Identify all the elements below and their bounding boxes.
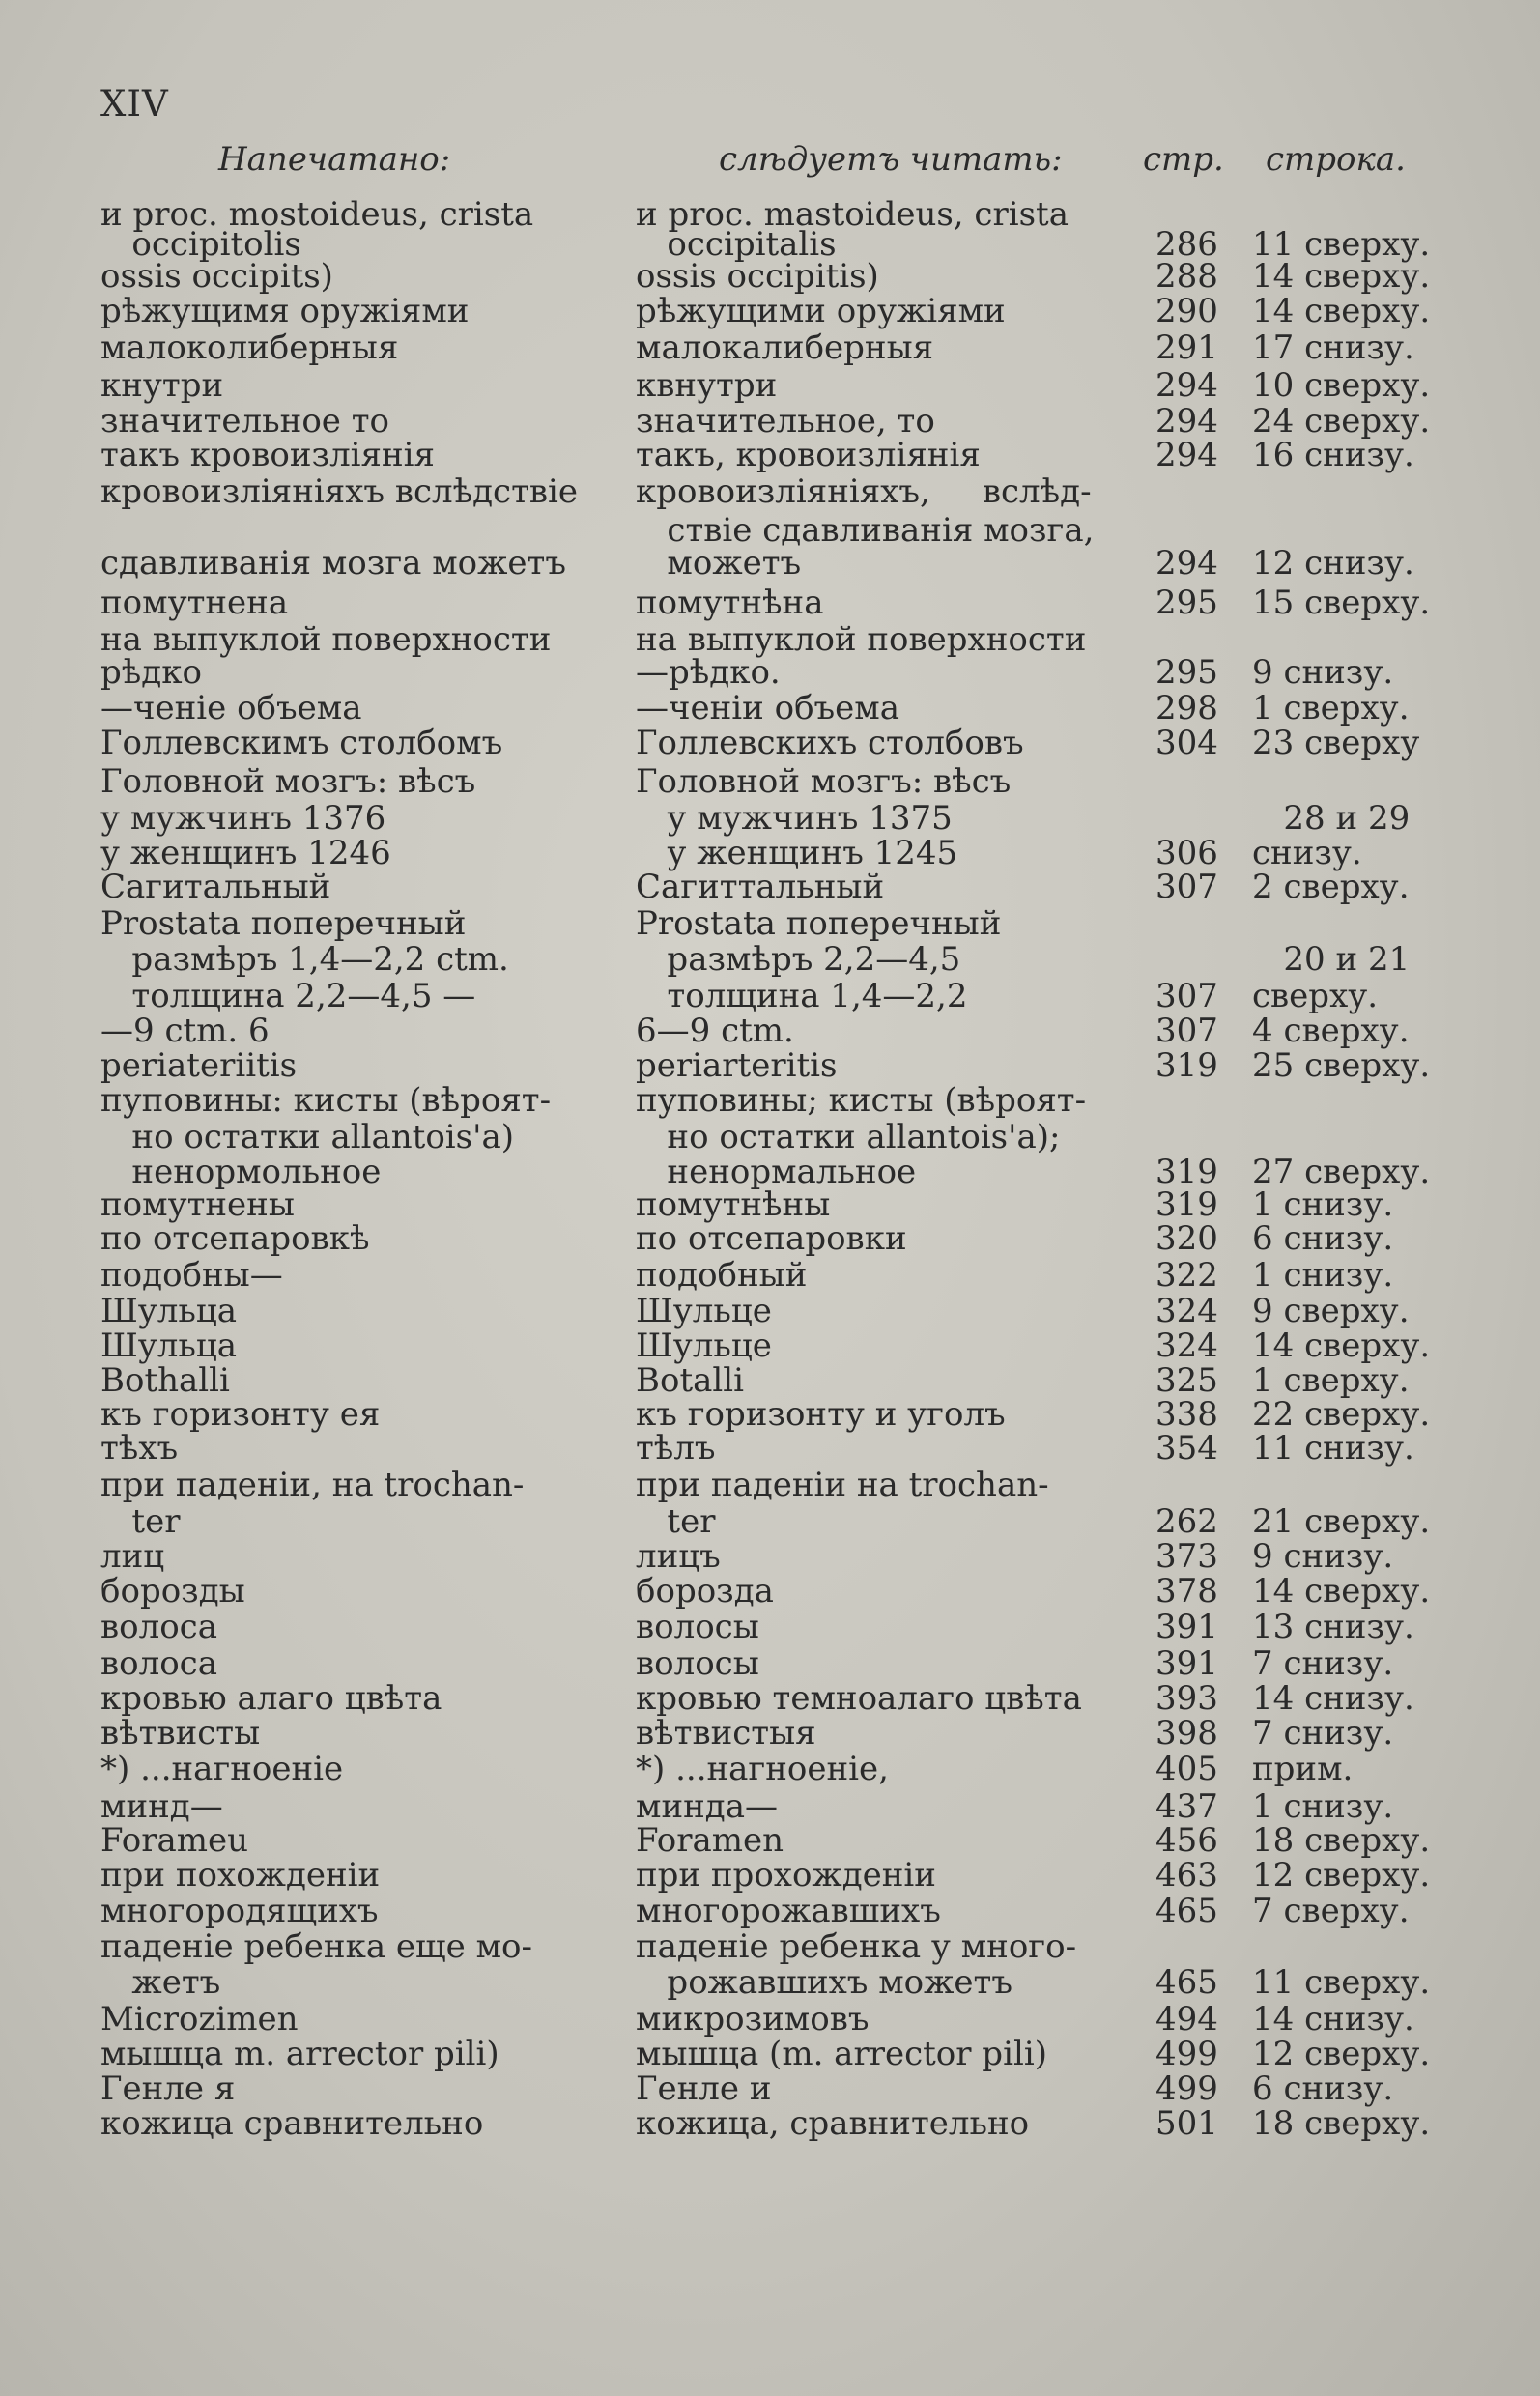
errata-printed: жетъ (100, 1963, 221, 2002)
errata-page: 295 (1155, 584, 1218, 622)
errata-correct: Сагиттальный (636, 868, 885, 906)
errata-row (0, 366, 1540, 405)
errata-line: 7 сверху. (1252, 1892, 1410, 1930)
errata-correct: при прохожденіи (636, 1856, 936, 1895)
errata-row (0, 2069, 1540, 2108)
errata-row (0, 1185, 1540, 1224)
errata-printed: *) ...нагноеніе (100, 1750, 344, 1788)
errata-row (0, 724, 1540, 762)
errata-row (0, 1326, 1540, 1365)
errata-page: 398 (1155, 1714, 1218, 1753)
errata-row (0, 1572, 1540, 1611)
header-line: строка. (1266, 140, 1406, 179)
errata-correct: пуповины; кисты (вѣроят- (636, 1081, 1087, 1120)
errata-row (0, 292, 1540, 328)
errata-line: 18 сверху. (1252, 1821, 1431, 1860)
errata-correct: —рѣдко. (636, 653, 781, 692)
errata-printed: сдавливанія мозга можетъ (100, 544, 566, 583)
errata-page: 291 (1155, 328, 1218, 367)
errata-page: 295 (1155, 653, 1218, 692)
errata-row (0, 689, 1540, 727)
errata-correct: ствіе сдавливанія мозга, (636, 511, 1095, 550)
errata-line: 20 и 21 (1252, 940, 1411, 979)
errata-page: 378 (1155, 1572, 1218, 1611)
errata-correct: волосы (636, 1608, 759, 1646)
errata-row (0, 1361, 1540, 1400)
errata-row (0, 799, 1540, 838)
errata-page: 319 (1155, 1046, 1218, 1085)
errata-row (0, 1750, 1540, 1787)
errata-correct: Головной мозгъ: вѣсъ (636, 762, 1012, 801)
errata-correct: такъ, кровоизліянія (636, 436, 981, 474)
errata-line: 13 снизу. (1252, 1608, 1414, 1646)
errata-line: 22 сверху. (1252, 1395, 1431, 1434)
errata-page: 294 (1155, 402, 1218, 441)
errata-page: 324 (1155, 1292, 1218, 1330)
errata-printed: и proc. mostoideus, crista (100, 195, 534, 234)
errata-line: 17 снизу. (1252, 328, 1414, 367)
errata-printed: periateriitis (100, 1046, 298, 1085)
errata-page: 307 (1155, 1012, 1218, 1050)
errata-line: 12 снизу. (1252, 544, 1414, 583)
errata-row (0, 762, 1540, 799)
errata-row (0, 1046, 1540, 1085)
errata-line: 14 сверху. (1252, 1326, 1431, 1365)
errata-correct: по отсепаровки (636, 1219, 907, 1258)
errata-row (0, 1787, 1540, 1826)
errata-correct: подобный (636, 1256, 808, 1295)
errata-page: 288 (1155, 257, 1218, 296)
errata-correct: можетъ (636, 544, 802, 583)
errata-printed: occipitolis (100, 225, 301, 264)
errata-row (0, 2035, 1540, 2073)
errata-row (0, 1963, 1540, 2000)
errata-row (0, 257, 1540, 296)
errata-correct: помутнѣна (636, 584, 824, 622)
errata-line: 9 сверху. (1252, 1292, 1410, 1330)
errata-printed: кнутри (100, 366, 224, 405)
errata-line: 14 сверху. (1252, 257, 1431, 296)
errata-correct: борозда (636, 1572, 774, 1611)
errata-correct: и proc. mastoideus, crista (636, 195, 1069, 234)
errata-printed: Генле я (100, 2069, 236, 2108)
errata-page: 290 (1155, 292, 1218, 330)
errata-printed: ossis occipits) (100, 257, 333, 296)
errata-page: 405 (1155, 1750, 1218, 1788)
errata-correct: размѣръ 2,2—4,5 (636, 940, 961, 979)
errata-correct: Foramen (636, 1821, 784, 1860)
errata-correct: волосы (636, 1644, 759, 1683)
errata-page: 294 (1155, 436, 1218, 474)
errata-row (0, 1256, 1540, 1295)
errata-line: 16 снизу. (1252, 436, 1414, 474)
errata-line: 11 сверху. (1252, 1963, 1431, 2002)
errata-printed: размѣръ 1,4—2,2 ctm. (100, 940, 509, 979)
errata-page: 324 (1155, 1326, 1218, 1365)
errata-row (0, 436, 1540, 472)
errata-row (0, 195, 1540, 234)
errata-printed: у женщинъ 1246 (100, 834, 391, 872)
errata-printed: рѣдко (100, 653, 202, 692)
errata-line: 7 снизу. (1252, 1714, 1394, 1753)
errata-printed: волоса (100, 1608, 217, 1646)
errata-line: 1 снизу. (1252, 1787, 1394, 1826)
errata-printed: вѣтвисты (100, 1714, 261, 1753)
errata-page: 465 (1155, 1892, 1218, 1930)
errata-row (0, 1927, 1540, 1966)
errata-printed: борозды (100, 1572, 245, 1611)
errata-line: 7 снизу. (1252, 1644, 1394, 1683)
errata-printed: Голлевскимъ столбомъ (100, 724, 503, 762)
errata-correct: лицъ (636, 1537, 721, 1576)
errata-line: 23 сверху (1252, 724, 1420, 762)
errata-row (0, 1081, 1540, 1118)
errata-row (0, 584, 1540, 620)
errata-printed: минд— (100, 1787, 223, 1826)
errata-page: 391 (1155, 1608, 1218, 1646)
errata-printed: малоколиберныя (100, 328, 399, 367)
errata-correct: квнутри (636, 366, 778, 405)
errata-printed: но остатки allantois'a) (100, 1118, 515, 1156)
errata-page: 463 (1155, 1856, 1218, 1895)
errata-printed: —ченіе объема (100, 689, 362, 727)
errata-row (0, 1679, 1540, 1718)
errata-printed: на выпуклой поверхности (100, 620, 552, 659)
errata-page: 393 (1155, 1679, 1218, 1718)
errata-row (0, 1892, 1540, 1930)
errata-printed: многородящихъ (100, 1892, 379, 1930)
errata-row (0, 1856, 1540, 1895)
errata-correct: Шульце (636, 1326, 772, 1365)
errata-correct: толщина 1,4—2,2 (636, 977, 968, 1015)
errata-printed: паденіе ребенка еще мо- (100, 1927, 532, 1966)
errata-printed: къ горизонту ея (100, 1395, 381, 1434)
errata-line: 14 сверху. (1252, 1572, 1431, 1611)
errata-row (0, 868, 1540, 904)
errata-row (0, 1429, 1540, 1466)
errata-page: 298 (1155, 689, 1218, 727)
errata-page: 501 (1155, 2104, 1218, 2143)
errata-line: 1 сверху. (1252, 1361, 1410, 1400)
errata-printed: при паденіи, на trochan- (100, 1466, 525, 1504)
errata-correct: вѣтвистыя (636, 1714, 816, 1753)
errata-line: 18 сверху. (1252, 2104, 1431, 2143)
errata-row (0, 1714, 1540, 1753)
errata-row (0, 2104, 1540, 2143)
errata-correct: ненормальное (636, 1153, 917, 1191)
errata-page: 307 (1155, 868, 1218, 906)
errata-table (0, 195, 1540, 2143)
errata-page: 325 (1155, 1361, 1218, 1400)
errata-row (0, 225, 1540, 264)
errata-line: 10 сверху. (1252, 366, 1431, 405)
errata-printed: у мужчинъ 1376 (100, 799, 386, 838)
errata-printed: толщина 2,2—4,5 — (100, 977, 476, 1015)
errata-line: 21 сверху. (1252, 1502, 1431, 1541)
errata-correct: кровоизліяніяхъ, вслѣд- (636, 472, 1092, 511)
errata-page: 391 (1155, 1644, 1218, 1683)
errata-row (0, 402, 1540, 441)
errata-line: 6 снизу. (1252, 2069, 1394, 2108)
errata-printed: Microzimen (100, 2000, 299, 2039)
errata-line: 25 сверху. (1252, 1046, 1431, 1085)
errata-row (0, 834, 1540, 872)
errata-printed: Шульца (100, 1326, 238, 1365)
errata-printed: Forameu (100, 1821, 248, 1860)
errata-printed: помутнены (100, 1185, 295, 1224)
errata-correct: ter (636, 1502, 716, 1541)
errata-page: 456 (1155, 1821, 1218, 1860)
errata-printed: Prostata поперечный (100, 904, 467, 943)
errata-correct: тѣлъ (636, 1429, 716, 1468)
errata-printed: такъ кровоизліянія (100, 436, 435, 474)
errata-page: 319 (1155, 1153, 1218, 1191)
errata-line: 1 снизу. (1252, 1185, 1394, 1224)
errata-printed: кровью алаго цвѣта (100, 1679, 442, 1718)
errata-correct: мышца (m. arrector pili) (636, 2035, 1047, 2073)
errata-page: 465 (1155, 1963, 1218, 2002)
errata-printed: кровоизліяніяхъ вслѣдствіе (100, 472, 579, 511)
header-page: стр. (1143, 140, 1224, 179)
errata-row (0, 1219, 1540, 1256)
errata-page: 322 (1155, 1256, 1218, 1295)
errata-line: 1 сверху. (1252, 689, 1410, 727)
errata-page: 373 (1155, 1537, 1218, 1576)
errata-line: 11 снизу. (1252, 1429, 1414, 1468)
errata-page: 499 (1155, 2069, 1218, 2108)
errata-correct: рѣжущими оружіями (636, 292, 1006, 330)
errata-printed: помутнена (100, 584, 289, 622)
errata-row (0, 511, 1540, 550)
errata-correct: рожавшихъ можетъ (636, 1963, 1012, 2002)
errata-correct: помутнѣны (636, 1185, 831, 1224)
errata-page: 306 (1155, 834, 1218, 872)
errata-correct: у женщинъ 1245 (636, 834, 958, 872)
errata-printed: рѣжущимя оружіями (100, 292, 470, 330)
errata-printed: волоса (100, 1644, 217, 1683)
errata-printed: ненормольное (100, 1153, 382, 1191)
errata-correct: кровью темноалаго цвѣта (636, 1679, 1082, 1718)
errata-correct: къ горизонту и уголъ (636, 1395, 1006, 1434)
errata-printed: при похожденіи (100, 1856, 381, 1895)
errata-page: 294 (1155, 366, 1218, 405)
errata-line: прим. (1252, 1750, 1354, 1788)
errata-line: 15 сверху. (1252, 584, 1431, 622)
errata-correct: кожица, сравнительно (636, 2104, 1030, 2143)
errata-line: сверху. (1252, 977, 1379, 1015)
errata-row (0, 2000, 1540, 2039)
errata-correct: паденіе ребенка у много- (636, 1927, 1077, 1966)
errata-line: 2 сверху. (1252, 868, 1410, 906)
errata-printed: —9 ctm. 6 (100, 1012, 270, 1050)
errata-page: 294 (1155, 544, 1218, 583)
errata-page: 262 (1155, 1502, 1218, 1541)
errata-row (0, 1118, 1540, 1156)
errata-correct: 6—9 ctm. (636, 1012, 794, 1050)
errata-row (0, 1012, 1540, 1050)
errata-line: 24 сверху. (1252, 402, 1431, 441)
errata-row (0, 1395, 1540, 1434)
errata-correct: ossis occipitis) (636, 257, 879, 296)
errata-page: 338 (1155, 1395, 1218, 1434)
errata-line: 28 и 29 (1252, 799, 1411, 838)
errata-printed: подобны— (100, 1256, 283, 1295)
errata-correct: многорожавшихъ (636, 1892, 941, 1930)
errata-printed: значительное то (100, 402, 389, 441)
errata-line: 12 сверху. (1252, 2035, 1431, 2073)
errata-correct: на выпуклой поверхности (636, 620, 1087, 659)
errata-row (0, 940, 1540, 977)
errata-printed: Bothalli (100, 1361, 230, 1400)
errata-line: снизу. (1252, 834, 1362, 872)
errata-page: 494 (1155, 2000, 1218, 2039)
errata-correct: Шульце (636, 1292, 772, 1330)
errata-page: 437 (1155, 1787, 1218, 1826)
header-should-read: слѣдуетъ читать: (719, 140, 1063, 179)
errata-correct: минда— (636, 1787, 778, 1826)
errata-row (0, 1153, 1540, 1191)
errata-printed: ter (100, 1502, 181, 1541)
errata-printed: лиц (100, 1537, 165, 1576)
errata-correct: у мужчинъ 1375 (636, 799, 953, 838)
errata-correct: Prostata поперечный (636, 904, 1002, 943)
page-number: XIV (100, 83, 169, 125)
errata-line: 9 снизу. (1252, 653, 1394, 692)
errata-printed: тѣхъ (100, 1429, 179, 1468)
errata-line: 12 сверху. (1252, 1856, 1431, 1895)
errata-row (0, 1644, 1540, 1683)
errata-correct: Генле и (636, 2069, 772, 2108)
errata-correct: —ченіи объема (636, 689, 900, 727)
errata-printed: по отсепаровкѣ (100, 1219, 370, 1258)
errata-line: 14 снизу. (1252, 1679, 1414, 1718)
errata-printed: Сагитальный (100, 868, 331, 906)
errata-page: 304 (1155, 724, 1218, 762)
errata-row (0, 977, 1540, 1015)
errata-row (0, 1821, 1540, 1860)
errata-line: 14 снизу. (1252, 2000, 1414, 2039)
errata-printed: Шульца (100, 1292, 238, 1330)
errata-line: 4 сверху. (1252, 1012, 1410, 1050)
errata-page: 307 (1155, 977, 1218, 1015)
errata-correct: *) ...нагноеніе, (636, 1750, 889, 1788)
errata-correct: Botalli (636, 1361, 745, 1400)
errata-printed: мышца m. arrector pili) (100, 2035, 499, 2073)
errata-printed: пуповины: кисты (вѣроят- (100, 1081, 552, 1120)
errata-row (0, 1466, 1540, 1502)
header-printed: Напечатано: (218, 140, 451, 179)
errata-row (0, 1292, 1540, 1330)
errata-row (0, 472, 1540, 511)
errata-correct: микрозимовъ (636, 2000, 870, 2039)
errata-page: 499 (1155, 2035, 1218, 2073)
errata-page: 320 (1155, 1219, 1218, 1258)
errata-line: 9 снизу. (1252, 1537, 1394, 1576)
errata-page: 286 (1155, 225, 1218, 264)
errata-line: 11 сверху. (1252, 225, 1431, 264)
errata-correct: periarteritis (636, 1046, 838, 1085)
errata-correct: значительное, то (636, 402, 935, 441)
errata-page: 319 (1155, 1185, 1218, 1224)
errata-row (0, 1502, 1540, 1541)
errata-line: 1 снизу. (1252, 1256, 1394, 1295)
errata-row (0, 904, 1540, 943)
errata-line: 14 сверху. (1252, 292, 1431, 330)
errata-printed: Головной мозгъ: вѣсъ (100, 762, 476, 801)
errata-correct: Голлевскихъ столбовъ (636, 724, 1024, 762)
errata-correct: occipitalis (636, 225, 837, 264)
errata-row (0, 653, 1540, 692)
errata-row (0, 544, 1540, 584)
errata-line: 6 снизу. (1252, 1219, 1394, 1258)
errata-correct: но остатки allantois'a); (636, 1118, 1061, 1156)
errata-row (0, 1537, 1540, 1576)
errata-line: 27 сверху. (1252, 1153, 1431, 1191)
errata-correct: малокалиберныя (636, 328, 934, 367)
errata-row (0, 620, 1540, 659)
errata-correct: при паденіи на trochan- (636, 1466, 1049, 1504)
errata-page: 354 (1155, 1429, 1218, 1468)
errata-row (0, 1608, 1540, 1644)
errata-printed: кожица сравнительно (100, 2104, 484, 2143)
errata-row (0, 328, 1540, 366)
